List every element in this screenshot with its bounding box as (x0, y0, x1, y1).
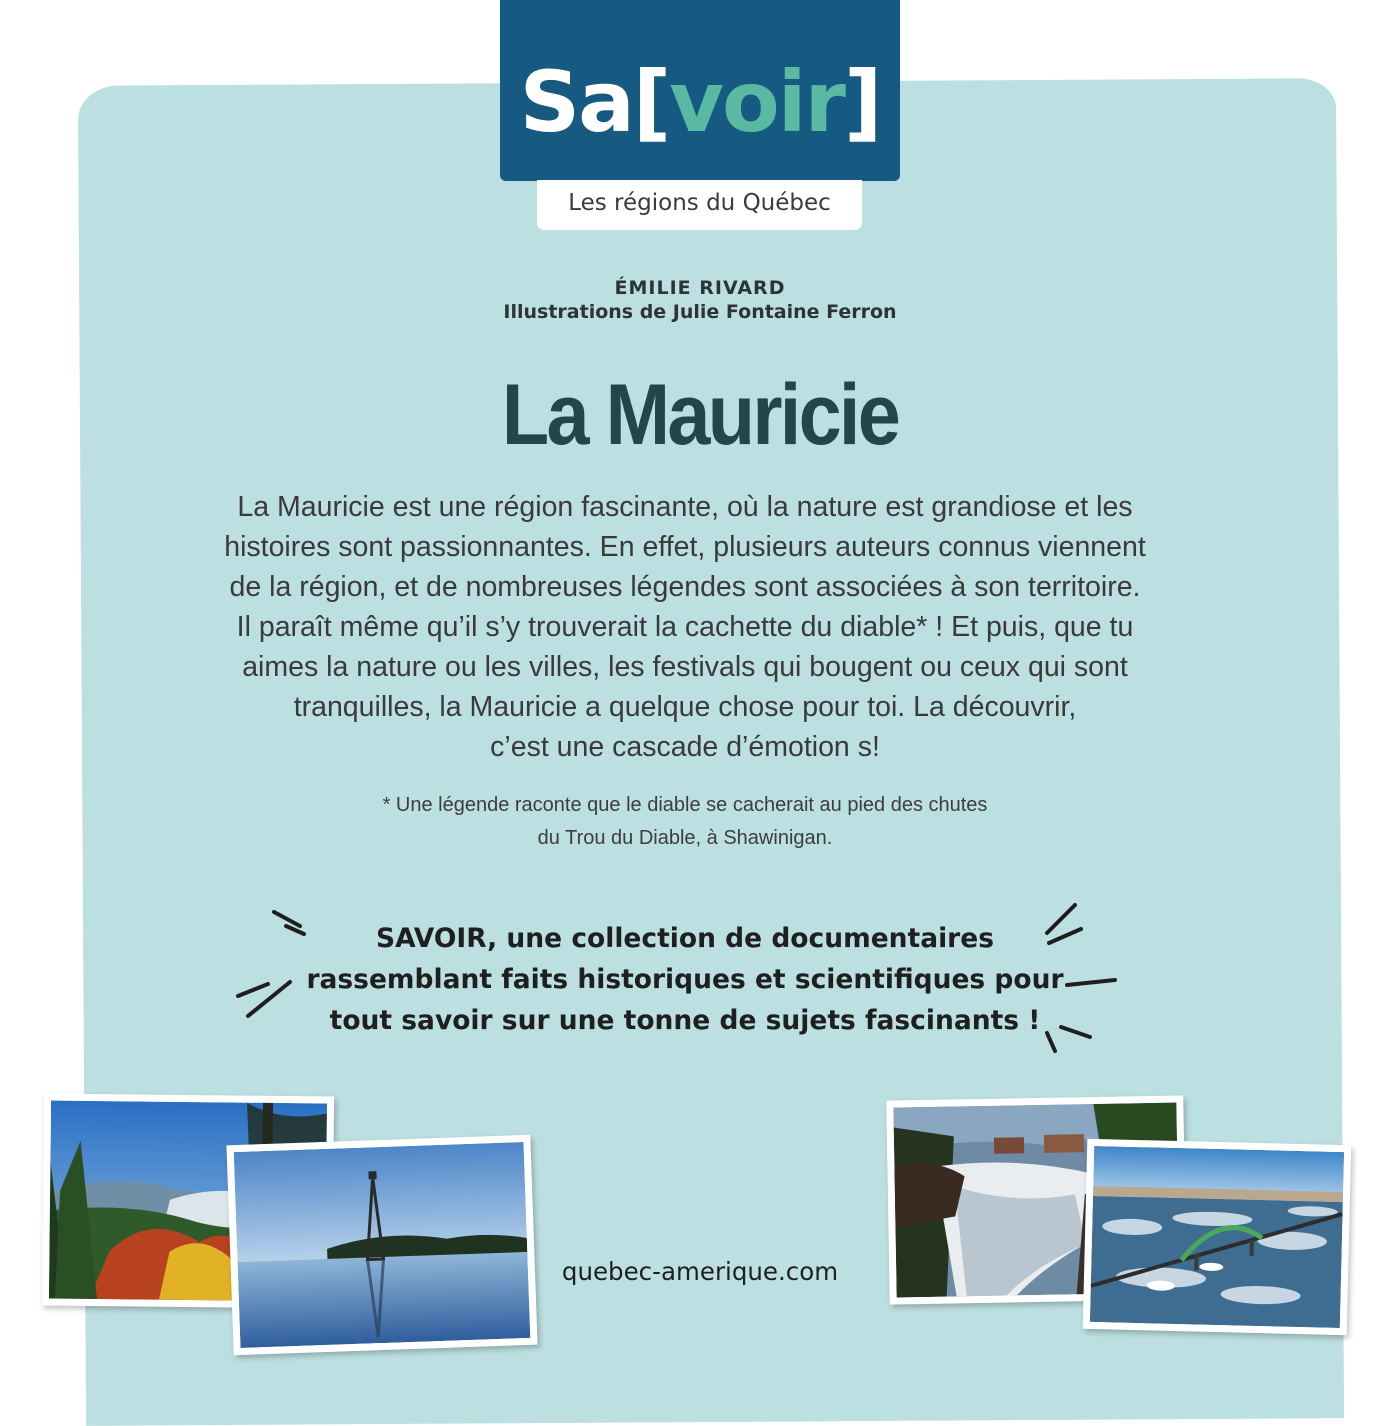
description-line: tranquilles, la Mauricie a quelque chose pour toi. La découvrir, (294, 691, 1077, 723)
photo-lake-tower (226, 1135, 537, 1355)
logo-wordmark (500, 52, 900, 152)
footnote-line: du Trou du Diable, à Shawinigan. (538, 827, 833, 849)
footnote-line: * Une légende raconte que le diable se cacherait au pied des chutes (383, 794, 988, 816)
series-subtitle: Les régions du Québec (537, 180, 862, 230)
description-line: histoires sont passionnantes. En effet, plusieurs auteurs connus viennent (224, 531, 1146, 563)
promo-line: SAVOIR, une collection de documentaires (376, 923, 994, 954)
promo-line: rassemblant faits historiques et scientifiques pour (306, 964, 1063, 995)
author-name: ÉMILIE RIVARD (0, 277, 1400, 299)
logo-part-voir: voir (669, 53, 844, 151)
lake-tower-image (234, 1142, 531, 1348)
series-logo (500, 0, 900, 181)
logo-open-bracket: [ (633, 53, 669, 151)
description-line: aimes la nature ou les villes, les festivals qui bougent ou ceux qui sont (242, 651, 1128, 683)
description (170, 487, 1200, 767)
description-line: Il paraît même qu’il s’y trouverait la cachette du diable* ! Et puis, que tu (237, 611, 1134, 643)
promo-line: tout savoir sur une tonne de sujets fascinants ! (330, 1005, 1041, 1036)
collection-promo (300, 918, 1070, 1041)
website-link[interactable]: quebec-amerique.com (540, 1257, 860, 1286)
logo-part-sa: Sa (520, 53, 633, 151)
description-line: La Mauricie est une région fascinante, où la nature est grandiose et les (237, 491, 1132, 523)
logo-close-bracket: ] (844, 53, 880, 151)
bridge-river-image (1090, 1146, 1344, 1328)
book-title: La Mauricie (70, 366, 1330, 465)
description-line: de la région, et de nombreuses légendes sont associées à son territoire. (230, 571, 1141, 603)
footnote (330, 789, 1040, 855)
photo-bridge-icy-river (1083, 1139, 1352, 1335)
illustrator-credit: Illustrations de Julie Fontaine Ferron (0, 301, 1400, 323)
description-line: c’est une cascade d’émotion s! (490, 731, 880, 763)
